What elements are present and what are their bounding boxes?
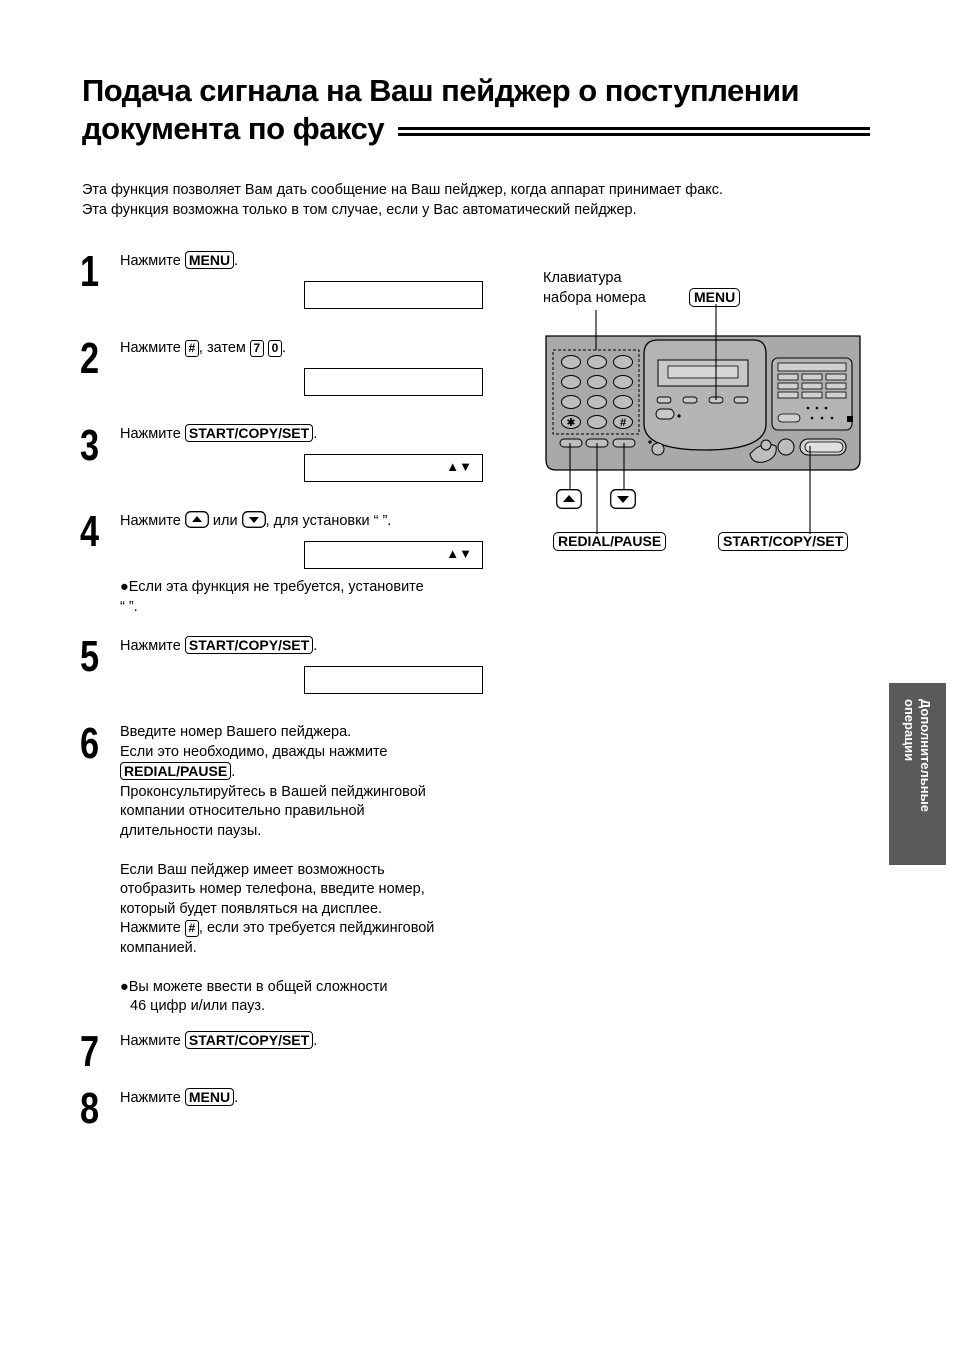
- start-copy-set-key: START/COPY/SET: [185, 1031, 313, 1049]
- title-rule: [398, 127, 870, 136]
- zero-key: 0: [268, 340, 282, 357]
- up-button: [560, 439, 582, 447]
- intro-line: Эта функция позволяет Вам дать сообщение на Ваш пейджер, когда аппарат принимает факс.: [82, 182, 724, 198]
- lcd-display: [304, 666, 483, 694]
- lcd-display: [304, 541, 483, 569]
- up-arrow-key-icon: [556, 489, 582, 509]
- step-number: 1: [80, 247, 100, 296]
- step-number: 3: [80, 421, 100, 470]
- step-3-text: Нажмите START/COPY/SET .: [120, 425, 318, 442]
- down-arrow-key-icon: [610, 489, 636, 509]
- title-line1: Подача сигнала на Ваш пейджер о поступлении: [82, 73, 800, 108]
- fax-device-diagram: [540, 300, 870, 560]
- down-key-icon: [242, 511, 266, 528]
- step-4-text: Нажмите или , для установки “ ”.: [120, 513, 392, 529]
- hash-key: #: [185, 340, 199, 357]
- display-panel: [644, 340, 766, 450]
- hash-key: #: [185, 920, 199, 937]
- seven-key: 7: [250, 340, 264, 357]
- star-key: ✱: [566, 417, 576, 429]
- start-copy-set-button: [805, 442, 843, 452]
- step-number: 8: [80, 1084, 100, 1133]
- step-5-text: Нажмите START/COPY/SET .: [120, 637, 318, 654]
- step-1-text: Нажмите MENU .: [120, 252, 239, 269]
- up-down-arrows: ▲▼: [446, 459, 472, 474]
- lcd-display: [304, 368, 483, 396]
- up-key-icon: [185, 511, 209, 528]
- page-title: [82, 72, 799, 148]
- menu-key: MENU: [185, 1088, 234, 1106]
- hash-key: #: [619, 417, 627, 429]
- intro-text: [82, 180, 723, 220]
- section-tab: [889, 683, 946, 865]
- lcd-display: [304, 454, 483, 482]
- start-copy-set-key: START/COPY/SET: [185, 424, 313, 442]
- start-copy-set-label: START/COPY/SET: [718, 532, 848, 551]
- intro-line: Эта функция возможна только в том случае, если у Вас автоматический пейджер.: [82, 202, 637, 218]
- step-number: 5: [80, 632, 100, 681]
- step-4-note: ●Если эта функция не требуется, установите “ ”.: [120, 579, 424, 615]
- step-8-text: Нажмите MENU .: [120, 1089, 239, 1106]
- lcd-display: [304, 281, 483, 309]
- up-down-arrows: ▲▼: [446, 546, 472, 561]
- step-number: 2: [80, 334, 100, 383]
- start-copy-set-key: START/COPY/SET: [185, 636, 313, 654]
- menu-key: MENU: [185, 251, 234, 269]
- step-2-text: Нажмите # , затем 7 0 .: [120, 340, 286, 356]
- step-7-text: Нажмите START/COPY/SET .: [120, 1032, 318, 1049]
- step-6-text: Введите номер Вашего пейджера. Если это необходимо, дважды нажмите REDIAL/PAUSE . Проконсультируйтесь в Вашей пейджинговой компании относительно правильной длительности паузы. Если Ваш пейджер имеет возможность отобразить номер телефона, введите номер, который будет появляться на дисплее. Нажмите # , если это требуется пейджинговой компанией. ●Вы можете ввести в общей сложности 46 цифр и/или пауз.: [120, 724, 435, 1014]
- step-number: 7: [80, 1027, 100, 1076]
- section-tab-label: Дополнительные операции: [902, 699, 933, 812]
- step-number: 4: [80, 507, 100, 556]
- menu-button-label: MENU: [689, 288, 740, 307]
- title-line2: документа по факсу: [82, 111, 385, 146]
- step-number: 6: [80, 719, 100, 768]
- keypad-label: Клавиатура набора номера: [543, 270, 646, 306]
- redial-pause-label: REDIAL/PAUSE: [553, 532, 666, 551]
- redial-pause-key: REDIAL/PAUSE: [120, 762, 231, 780]
